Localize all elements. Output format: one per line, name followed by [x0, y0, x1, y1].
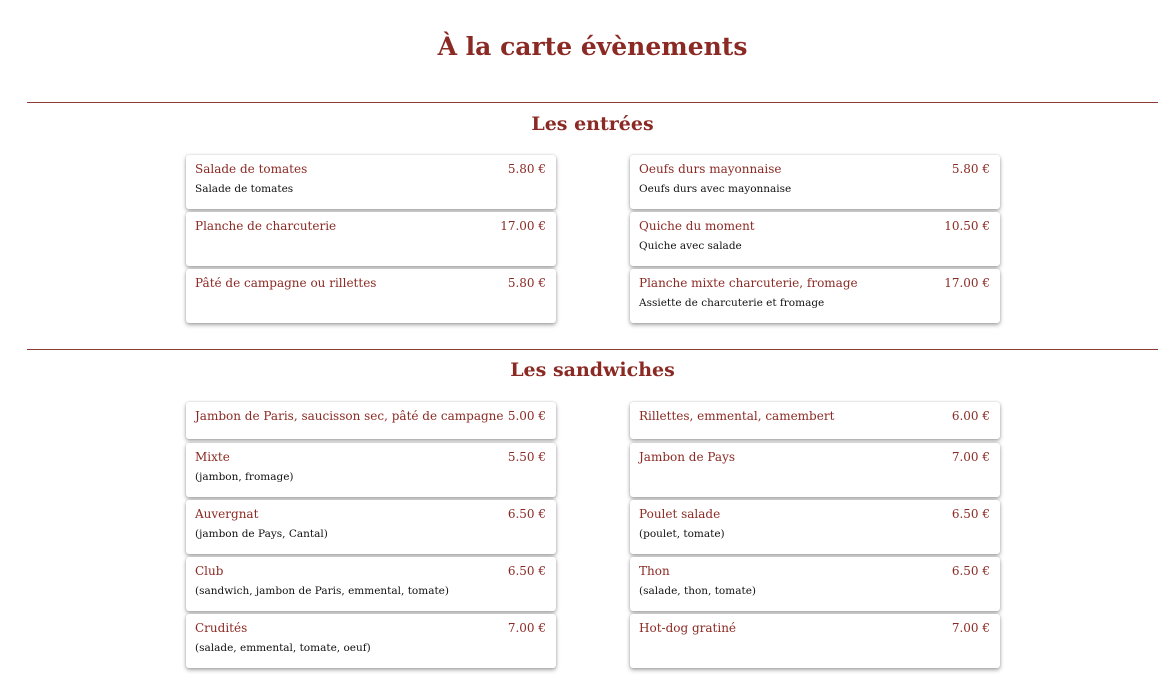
menu-item-price: 7.00 €: [507, 621, 546, 635]
menu-item-card[interactable]: [186, 402, 556, 439]
menu-grid-entrees: [186, 155, 1000, 323]
menu-item-card[interactable]: [630, 212, 1000, 266]
menu-item-name: Pâté de campagne ou rillettes: [195, 276, 377, 290]
menu-item-price: 17.00 €: [500, 219, 546, 233]
menu-item-name: Jambon de Paris, saucisson sec, pâté de campagne: [195, 409, 504, 423]
menu-item-card[interactable]: [186, 269, 556, 323]
menu-item-name: Salade de tomates: [195, 162, 308, 176]
menu-item-price: 6.50 €: [951, 507, 990, 521]
menu-item-card[interactable]: [630, 443, 1000, 497]
menu-item-name: Jambon de Pays: [639, 450, 736, 464]
menu-item-name: Auvergnat: [195, 507, 259, 521]
menu-item-name: Oeufs durs mayonnaise: [639, 162, 782, 176]
menu-item-description: Salade de tomates: [195, 183, 294, 195]
menu-item-card[interactable]: [630, 614, 1000, 668]
menu-item-description: (poulet, tomate): [639, 528, 725, 540]
menu-item-description: Oeufs durs avec mayonnaise: [639, 183, 792, 195]
menu-item-card[interactable]: [186, 212, 556, 266]
menu-item-price: 5.80 €: [507, 276, 546, 290]
menu-item-description: (salade, thon, tomate): [639, 585, 757, 597]
menu-item-card[interactable]: [630, 155, 1000, 209]
menu-item-price: 6.50 €: [507, 564, 546, 578]
menu-item-price: 5.80 €: [951, 162, 990, 176]
menu-item-name: Poulet salade: [639, 507, 721, 521]
menu-item-price: 5.00 €: [507, 409, 546, 423]
section-title-sandwiches: Les sandwiches: [510, 359, 675, 381]
menu-item-name: Mixte: [195, 450, 230, 464]
menu-item-card[interactable]: [186, 500, 556, 554]
section-divider: [27, 349, 1158, 350]
page-title: À la carte évènements: [437, 32, 748, 61]
menu-item-price: 7.00 €: [951, 450, 990, 464]
menu-item-card[interactable]: [630, 402, 1000, 439]
menu-item-name: Hot-dog gratiné: [639, 621, 737, 635]
menu-item-name: Quiche du moment: [639, 219, 755, 233]
menu-item-card[interactable]: [186, 614, 556, 668]
menu-item-name: Club: [195, 564, 224, 578]
menu-item-name: Thon: [639, 564, 670, 578]
menu-item-price: 10.50 €: [944, 219, 990, 233]
menu-item-name: Planche mixte charcuterie, fromage: [639, 276, 858, 290]
menu-item-description: (sandwich, jambon de Paris, emmental, tomate): [195, 585, 449, 597]
menu-item-price: 17.00 €: [944, 276, 990, 290]
menu-item-card[interactable]: [630, 500, 1000, 554]
menu-grid-sandwiches: [186, 402, 1000, 667]
menu-item-card[interactable]: [186, 557, 556, 611]
menu-item-price: 5.50 €: [507, 450, 546, 464]
menu-item-description: Assiette de charcuterie et fromage: [639, 297, 825, 309]
menu-item-name: Crudités: [195, 621, 248, 635]
menu-item-price: 6.50 €: [507, 507, 546, 521]
menu-item-description: Quiche avec salade: [639, 240, 742, 252]
section-title-entrees: Les entrées: [531, 113, 654, 135]
menu-item-name: Rillettes, emmental, camembert: [639, 409, 835, 423]
menu-item-price: 6.50 €: [951, 564, 990, 578]
section-divider: [27, 102, 1158, 103]
menu-item-price: 5.80 €: [507, 162, 546, 176]
menu-item-price: 7.00 €: [951, 621, 990, 635]
menu-item-description: (jambon, fromage): [195, 471, 294, 483]
menu-item-description: (salade, emmental, tomate, oeuf): [195, 642, 371, 654]
menu-item-card[interactable]: [630, 557, 1000, 611]
menu-item-price: 6.00 €: [951, 409, 990, 423]
menu-item-card[interactable]: [630, 269, 1000, 323]
menu-item-description: (jambon de Pays, Cantal): [195, 528, 328, 540]
menu-item-name: Planche de charcuterie: [195, 219, 337, 233]
menu-item-card[interactable]: [186, 155, 556, 209]
menu-item-card[interactable]: [186, 443, 556, 497]
